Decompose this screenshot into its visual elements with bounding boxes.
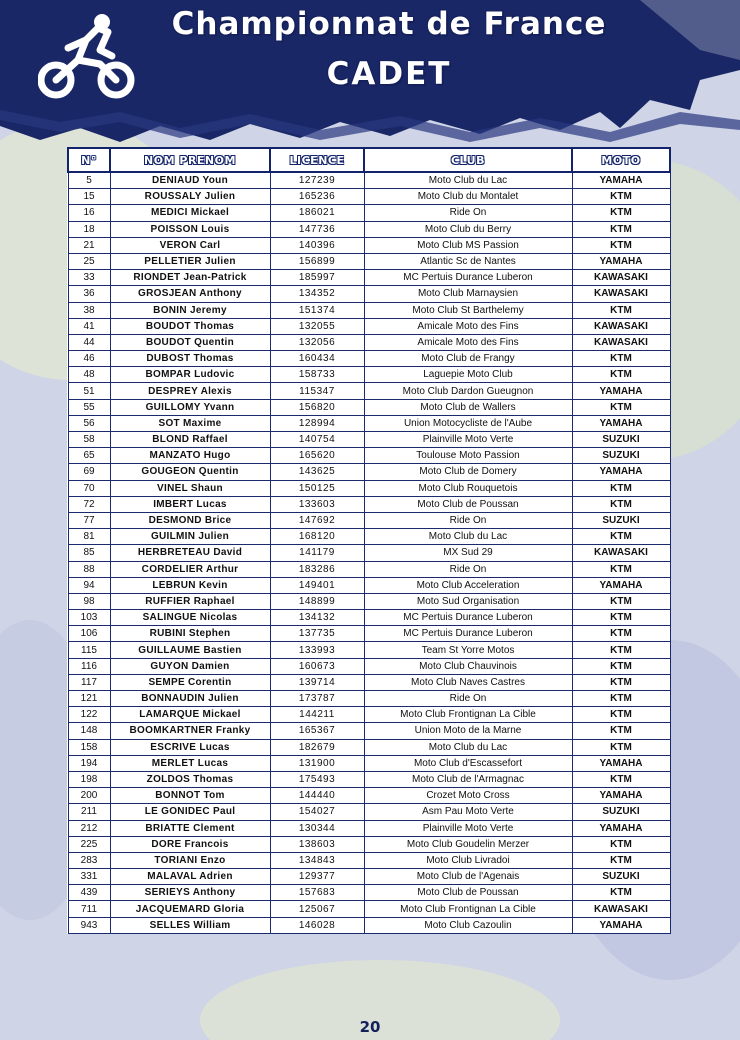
motorcycle-brand: YAMAHA xyxy=(572,253,670,269)
table-row xyxy=(68,172,670,189)
rider-name: BOMPAR Ludovic xyxy=(110,367,270,383)
rider-name: TORIANI Enzo xyxy=(110,852,270,868)
rider-name: RIONDET Jean-Patrick xyxy=(110,270,270,286)
licence-number: 132055 xyxy=(270,318,364,334)
table-row xyxy=(68,869,670,885)
rider-number: 25 xyxy=(68,253,110,269)
rider-name: JACQUEMARD Gloria xyxy=(110,901,270,917)
club-name: Moto Club Marnaysien xyxy=(364,286,572,302)
club-name: Moto Club MS Passion xyxy=(364,237,572,253)
motorcycle-brand: YAMAHA xyxy=(572,383,670,399)
motorcycle-brand: YAMAHA xyxy=(572,820,670,836)
motorcycle-brand: YAMAHA xyxy=(572,464,670,480)
licence-number: 134843 xyxy=(270,852,364,868)
table-row xyxy=(68,593,670,609)
table-row xyxy=(68,464,670,480)
table-row xyxy=(68,723,670,739)
club-name: Amicale Moto des Fins xyxy=(364,334,572,350)
licence-number: 144211 xyxy=(270,707,364,723)
licence-number: 168120 xyxy=(270,529,364,545)
table-row xyxy=(68,626,670,642)
licence-number: 130344 xyxy=(270,820,364,836)
table-row xyxy=(68,804,670,820)
table-row xyxy=(68,707,670,723)
licence-number: 186021 xyxy=(270,205,364,221)
rider-name: MALAVAL Adrien xyxy=(110,869,270,885)
motorcycle-brand: YAMAHA xyxy=(572,172,670,189)
motorcycle-brand: KAWASAKI xyxy=(572,318,670,334)
club-name: Moto Club du Berry xyxy=(364,221,572,237)
club-name: Ride On xyxy=(364,561,572,577)
rider-number: 21 xyxy=(68,237,110,253)
club-name: Plainville Moto Verte xyxy=(364,820,572,836)
table-row xyxy=(68,691,670,707)
table-row xyxy=(68,901,670,917)
rider-number: 85 xyxy=(68,545,110,561)
rider-number: 121 xyxy=(68,691,110,707)
rider-number: 16 xyxy=(68,205,110,221)
rider-number: 943 xyxy=(68,917,110,933)
table-row xyxy=(68,367,670,383)
rider-name: DUBOST Thomas xyxy=(110,351,270,367)
rider-name: MANZATO Hugo xyxy=(110,448,270,464)
rider-name: SERIEYS Anthony xyxy=(110,885,270,901)
motorcycle-brand: KAWASAKI xyxy=(572,545,670,561)
motorcycle-brand: KTM xyxy=(572,658,670,674)
licence-number: 127239 xyxy=(270,172,364,189)
rider-number: 94 xyxy=(68,577,110,593)
club-name: Ride On xyxy=(364,691,572,707)
rider-number: 44 xyxy=(68,334,110,350)
rider-name: GROSJEAN Anthony xyxy=(110,286,270,302)
licence-number: 134352 xyxy=(270,286,364,302)
table-row xyxy=(68,351,670,367)
rider-number: 46 xyxy=(68,351,110,367)
rider-number: 198 xyxy=(68,771,110,787)
club-name: Moto Club Acceleration xyxy=(364,577,572,593)
rider-name: GOUGEON Quentin xyxy=(110,464,270,480)
licence-number: 141179 xyxy=(270,545,364,561)
motorcycle-brand: KTM xyxy=(572,480,670,496)
motorcycle-brand: KTM xyxy=(572,367,670,383)
rider-number: 5 xyxy=(68,172,110,189)
table-row xyxy=(68,755,670,771)
licence-number: 157683 xyxy=(270,885,364,901)
rider-name: SOT Maxime xyxy=(110,415,270,431)
club-name: Moto Club St Barthelemy xyxy=(364,302,572,318)
rider-name: DESPREY Alexis xyxy=(110,383,270,399)
rider-name: BONNAUDIN Julien xyxy=(110,691,270,707)
table-row xyxy=(68,561,670,577)
rider-name: ESCRIVE Lucas xyxy=(110,739,270,755)
rider-number: 331 xyxy=(68,869,110,885)
licence-number: 183286 xyxy=(270,561,364,577)
table-header-row xyxy=(68,148,670,172)
motorcycle-brand: KTM xyxy=(572,610,670,626)
table-row xyxy=(68,205,670,221)
rider-number: 711 xyxy=(68,901,110,917)
table-row xyxy=(68,253,670,269)
table-row xyxy=(68,480,670,496)
table-row xyxy=(68,189,670,205)
rider-number: 106 xyxy=(68,626,110,642)
rider-name: GUYON Damien xyxy=(110,658,270,674)
column-header-club: CLUB xyxy=(364,148,572,172)
club-name: Moto Club de Poussan xyxy=(364,496,572,512)
rider-number: 225 xyxy=(68,836,110,852)
motorcycle-brand: KTM xyxy=(572,302,670,318)
rider-number: 58 xyxy=(68,432,110,448)
rider-name: BOOMKARTNER Franky xyxy=(110,723,270,739)
rider-number: 194 xyxy=(68,755,110,771)
rider-name: DENIAUD Youn xyxy=(110,172,270,189)
motorcycle-brand: YAMAHA xyxy=(572,917,670,933)
motorcycle-brand: YAMAHA xyxy=(572,415,670,431)
rider-name: CORDELIER Arthur xyxy=(110,561,270,577)
motorcycle-brand: KTM xyxy=(572,739,670,755)
motorcycle-brand: YAMAHA xyxy=(572,788,670,804)
table-row xyxy=(68,852,670,868)
club-name: Moto Club de l'Agenais xyxy=(364,869,572,885)
club-name: Amicale Moto des Fins xyxy=(364,318,572,334)
rider-number: 18 xyxy=(68,221,110,237)
table-row xyxy=(68,448,670,464)
rider-number: 283 xyxy=(68,852,110,868)
table-row xyxy=(68,334,670,350)
club-name: Moto Club Frontignan La Cible xyxy=(364,707,572,723)
club-name: Moto Club Cazoulin xyxy=(364,917,572,933)
table-row xyxy=(68,820,670,836)
table-row xyxy=(68,836,670,852)
rider-name: RUBINI Stephen xyxy=(110,626,270,642)
table-row xyxy=(68,610,670,626)
club-name: Moto Club Goudelin Merzer xyxy=(364,836,572,852)
header-banner xyxy=(0,0,740,150)
club-name: MX Sud 29 xyxy=(364,545,572,561)
licence-number: 132056 xyxy=(270,334,364,350)
licence-number: 137735 xyxy=(270,626,364,642)
rider-name: DESMOND Brice xyxy=(110,512,270,528)
licence-number: 160673 xyxy=(270,658,364,674)
rider-number: 41 xyxy=(68,318,110,334)
club-name: Moto Club Frontignan La Cible xyxy=(364,901,572,917)
club-name: Moto Sud Organisation xyxy=(364,593,572,609)
motorcycle-brand: KTM xyxy=(572,205,670,221)
table-row xyxy=(68,545,670,561)
licence-number: 139714 xyxy=(270,674,364,690)
rider-name: DORE Francois xyxy=(110,836,270,852)
table-row xyxy=(68,221,670,237)
rider-name: MEDICI Mickael xyxy=(110,205,270,221)
licence-number: 149401 xyxy=(270,577,364,593)
table-row xyxy=(68,432,670,448)
club-name: Moto Club Dardon Gueugnon xyxy=(364,383,572,399)
rider-number: 103 xyxy=(68,610,110,626)
rider-number: 116 xyxy=(68,658,110,674)
club-name: Plainville Moto Verte xyxy=(364,432,572,448)
rider-name: BRIATTE Clement xyxy=(110,820,270,836)
motorcycle-brand: KTM xyxy=(572,593,670,609)
rider-number: 51 xyxy=(68,383,110,399)
licence-number: 129377 xyxy=(270,869,364,885)
rider-name: LE GONIDEC Paul xyxy=(110,804,270,820)
club-name: MC Pertuis Durance Luberon xyxy=(364,270,572,286)
rider-name: VINEL Shaun xyxy=(110,480,270,496)
club-name: Toulouse Moto Passion xyxy=(364,448,572,464)
rider-name: LAMARQUE Mickael xyxy=(110,707,270,723)
table-row xyxy=(68,512,670,528)
rider-name: HERBRETEAU David xyxy=(110,545,270,561)
licence-number: 160434 xyxy=(270,351,364,367)
column-header-moto: MOTO xyxy=(572,148,670,172)
rider-number: 77 xyxy=(68,512,110,528)
rider-number: 33 xyxy=(68,270,110,286)
table-row xyxy=(68,399,670,415)
table-row xyxy=(68,771,670,787)
licence-number: 185997 xyxy=(270,270,364,286)
rider-number: 122 xyxy=(68,707,110,723)
table-row xyxy=(68,529,670,545)
motorcycle-brand: YAMAHA xyxy=(572,577,670,593)
licence-number: 147692 xyxy=(270,512,364,528)
motorcycle-brand: KAWASAKI xyxy=(572,286,670,302)
club-name: Moto Club de Wallers xyxy=(364,399,572,415)
table-row xyxy=(68,917,670,933)
licence-number: 182679 xyxy=(270,739,364,755)
rider-number: 98 xyxy=(68,593,110,609)
column-header-number: N° xyxy=(68,148,110,172)
licence-number: 115347 xyxy=(270,383,364,399)
motorcycle-brand: KTM xyxy=(572,836,670,852)
club-name: Union Motocycliste de l'Aube xyxy=(364,415,572,431)
page-number: 20 xyxy=(359,1018,381,1036)
rider-number: 15 xyxy=(68,189,110,205)
motorcycle-brand: KTM xyxy=(572,707,670,723)
table-row xyxy=(68,383,670,399)
motorcycle-brand: KTM xyxy=(572,221,670,237)
rider-number: 148 xyxy=(68,723,110,739)
motorcycle-brand: KTM xyxy=(572,885,670,901)
licence-number: 140754 xyxy=(270,432,364,448)
motorcycle-brand: SUZUKI xyxy=(572,869,670,885)
club-name: Moto Club de Domery xyxy=(364,464,572,480)
motorcycle-brand: SUZUKI xyxy=(572,804,670,820)
licence-number: 165236 xyxy=(270,189,364,205)
rider-name: MERLET Lucas xyxy=(110,755,270,771)
rider-number: 117 xyxy=(68,674,110,690)
club-name: Moto Club Naves Castres xyxy=(364,674,572,690)
rider-number: 211 xyxy=(68,804,110,820)
club-name: Moto Club de l'Armagnac xyxy=(364,771,572,787)
motorcycle-brand: KTM xyxy=(572,723,670,739)
table-row xyxy=(68,318,670,334)
licence-number: 138603 xyxy=(270,836,364,852)
motorcycle-brand: YAMAHA xyxy=(572,755,670,771)
table-row xyxy=(68,270,670,286)
motorcycle-brand: KTM xyxy=(572,642,670,658)
club-name: MC Pertuis Durance Luberon xyxy=(364,626,572,642)
rider-name: LEBRUN Kevin xyxy=(110,577,270,593)
rider-number: 81 xyxy=(68,529,110,545)
table-row xyxy=(68,496,670,512)
table-row xyxy=(68,739,670,755)
table-body xyxy=(68,172,670,933)
club-name: Crozet Moto Cross xyxy=(364,788,572,804)
motorcycle-brand: SUZUKI xyxy=(572,448,670,464)
motorcycle-brand: KTM xyxy=(572,561,670,577)
motorcycle-brand: KTM xyxy=(572,351,670,367)
rider-number: 158 xyxy=(68,739,110,755)
rider-name: RUFFIER Raphael xyxy=(110,593,270,609)
rider-number: 200 xyxy=(68,788,110,804)
rider-name: ROUSSALY Julien xyxy=(110,189,270,205)
club-name: Moto Club Chauvinois xyxy=(364,658,572,674)
rider-name: GUILLAUME Bastien xyxy=(110,642,270,658)
rider-name: BONIN Jeremy xyxy=(110,302,270,318)
motorcycle-brand: KTM xyxy=(572,691,670,707)
licence-number: 156899 xyxy=(270,253,364,269)
table-row xyxy=(68,237,670,253)
motorcycle-brand: KTM xyxy=(572,771,670,787)
licence-number: 150125 xyxy=(270,480,364,496)
motorcycle-brand: KTM xyxy=(572,674,670,690)
club-name: Moto Club de Poussan xyxy=(364,885,572,901)
rider-name: VERON Carl xyxy=(110,237,270,253)
licence-number: 173787 xyxy=(270,691,364,707)
club-name: Asm Pau Moto Verte xyxy=(364,804,572,820)
page-title: Championnat de France xyxy=(171,6,607,42)
motorcycle-brand: KAWASAKI xyxy=(572,334,670,350)
rider-name: GUILLOMY Yvann xyxy=(110,399,270,415)
rider-name: SEMPE Corentin xyxy=(110,674,270,690)
rider-name: GUILMIN Julien xyxy=(110,529,270,545)
motorcycle-brand: KTM xyxy=(572,237,670,253)
club-name: Moto Club du Montalet xyxy=(364,189,572,205)
licence-number: 131900 xyxy=(270,755,364,771)
rider-name: SALINGUE Nicolas xyxy=(110,610,270,626)
club-name: Moto Club d'Escassefort xyxy=(364,755,572,771)
licence-number: 143625 xyxy=(270,464,364,480)
licence-number: 133603 xyxy=(270,496,364,512)
club-name: Moto Club du Lac xyxy=(364,739,572,755)
rider-name: IMBERT Lucas xyxy=(110,496,270,512)
club-name: Ride On xyxy=(364,205,572,221)
licence-number: 154027 xyxy=(270,804,364,820)
licence-number: 158733 xyxy=(270,367,364,383)
rider-number: 88 xyxy=(68,561,110,577)
table-row xyxy=(68,788,670,804)
motorcycle-brand: KTM xyxy=(572,496,670,512)
licence-number: 151374 xyxy=(270,302,364,318)
table-row xyxy=(68,885,670,901)
table-row xyxy=(68,415,670,431)
rider-number: 65 xyxy=(68,448,110,464)
licence-number: 146028 xyxy=(270,917,364,933)
rider-name: BLOND Raffael xyxy=(110,432,270,448)
rider-name: SELLES William xyxy=(110,917,270,933)
club-name: Team St Yorre Motos xyxy=(364,642,572,658)
licence-number: 148899 xyxy=(270,593,364,609)
rider-name: BOUDOT Quentin xyxy=(110,334,270,350)
licence-number: 156820 xyxy=(270,399,364,415)
rider-number: 55 xyxy=(68,399,110,415)
motorcycle-brand: KTM xyxy=(572,399,670,415)
club-name: Moto Club Rouquetois xyxy=(364,480,572,496)
rider-number: 69 xyxy=(68,464,110,480)
table-row xyxy=(68,674,670,690)
table-row xyxy=(68,642,670,658)
motorcycle-brand: KTM xyxy=(572,529,670,545)
motorcycle-brand: KAWASAKI xyxy=(572,901,670,917)
rider-name: ZOLDOS Thomas xyxy=(110,771,270,787)
rider-name: BOUDOT Thomas xyxy=(110,318,270,334)
licence-number: 165620 xyxy=(270,448,364,464)
rider-number: 38 xyxy=(68,302,110,318)
rider-number: 212 xyxy=(68,820,110,836)
rider-number: 48 xyxy=(68,367,110,383)
column-header-licence: LICENCE xyxy=(270,148,364,172)
club-name: Ride On xyxy=(364,512,572,528)
table-row xyxy=(68,302,670,318)
rider-name: BONNOT Tom xyxy=(110,788,270,804)
motorcycle-brand: KAWASAKI xyxy=(572,270,670,286)
motorcycle-brand: SUZUKI xyxy=(572,432,670,448)
cadet-entry-table xyxy=(67,147,671,934)
motorcycle-brand: KTM xyxy=(572,626,670,642)
club-name: Moto Club Livradoi xyxy=(364,852,572,868)
club-name: Atlantic Sc de Nantes xyxy=(364,253,572,269)
category-title: CADET xyxy=(326,56,452,92)
club-name: MC Pertuis Durance Luberon xyxy=(364,610,572,626)
table-row xyxy=(68,658,670,674)
licence-number: 165367 xyxy=(270,723,364,739)
column-header-name: NOM PRENOM xyxy=(110,148,270,172)
club-name: Moto Club du Lac xyxy=(364,529,572,545)
licence-number: 147736 xyxy=(270,221,364,237)
rider-number: 70 xyxy=(68,480,110,496)
rider-number: 56 xyxy=(68,415,110,431)
table-row xyxy=(68,286,670,302)
rider-name: POISSON Louis xyxy=(110,221,270,237)
licence-number: 144440 xyxy=(270,788,364,804)
rider-number: 36 xyxy=(68,286,110,302)
rider-number: 115 xyxy=(68,642,110,658)
rider-name: PELLETIER Julien xyxy=(110,253,270,269)
club-name: Laguepie Moto Club xyxy=(364,367,572,383)
club-name: Union Moto de la Marne xyxy=(364,723,572,739)
motorcycle-brand: KTM xyxy=(572,852,670,868)
licence-number: 140396 xyxy=(270,237,364,253)
licence-number: 125067 xyxy=(270,901,364,917)
licence-number: 175493 xyxy=(270,771,364,787)
club-name: Moto Club du Lac xyxy=(364,172,572,189)
table-row xyxy=(68,577,670,593)
motorcycle-brand: KTM xyxy=(572,189,670,205)
licence-number: 128994 xyxy=(270,415,364,431)
rider-number: 72 xyxy=(68,496,110,512)
rider-number: 439 xyxy=(68,885,110,901)
club-name: Moto Club de Frangy xyxy=(364,351,572,367)
licence-number: 134132 xyxy=(270,610,364,626)
motorcycle-brand: SUZUKI xyxy=(572,512,670,528)
licence-number: 133993 xyxy=(270,642,364,658)
